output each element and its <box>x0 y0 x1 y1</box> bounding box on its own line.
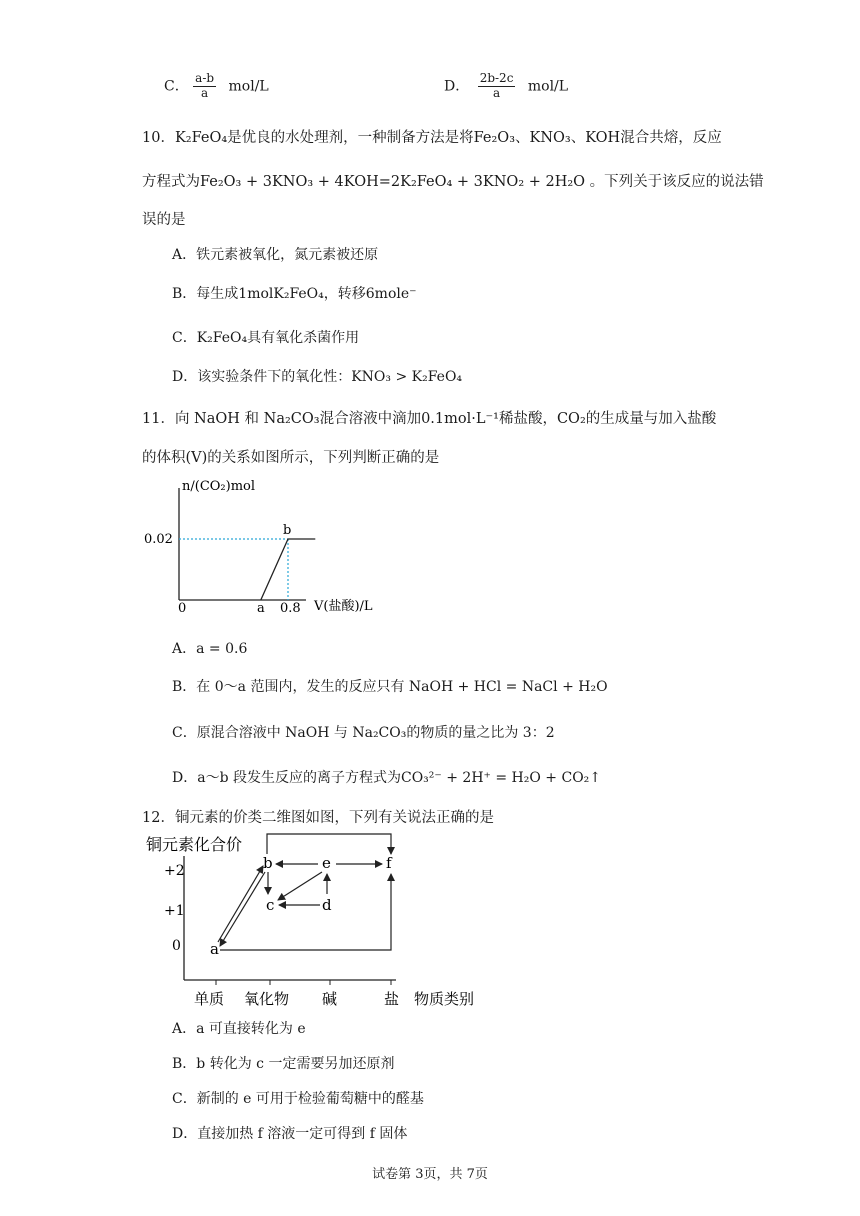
q12-node-d: d <box>322 896 332 914</box>
q12-option-a: A．a 可直接转化为 e <box>172 1021 306 1037</box>
q12-diagram <box>146 830 506 1010</box>
q12-xtick-elemental: 单质 <box>194 990 225 1008</box>
q10-option-d: D．该实验条件下的氧化性：KNO₃ > K₂FeO₄ <box>172 369 463 385</box>
q9-option-c-numerator: a-b <box>195 71 215 85</box>
q12-xtick-salt: 盐 <box>384 990 400 1008</box>
q11-line-1: 11．向 NaOH 和 Na₂CO₃混合溶液中滴加0.1mol·L⁻¹稀盐酸，CO₂的生成量与加入盐酸 <box>142 411 717 427</box>
q12-node-e: e <box>322 854 331 872</box>
q12-arrow-a-to-b <box>218 866 263 942</box>
q12-arrow-b-to-a <box>220 872 265 946</box>
q11-option-c: C．原混合溶液中 NaOH 与 Na₂CO₃的物质的量之比为 3：2 <box>172 725 555 741</box>
q12-arrow-e-to-c <box>278 872 322 900</box>
q12-option-b: B．b 转化为 c 一定需要另加还原剂 <box>172 1056 395 1072</box>
q12-y-label: 铜元素化合价 <box>146 835 243 854</box>
q9-option-c-unit: mol/L <box>228 78 269 95</box>
q9-option-d-letter: D． <box>444 78 470 95</box>
q9-option-d-fraction <box>478 72 516 101</box>
q10-line-1: 10．K₂FeO₄是优良的水处理剂，一种制备方法是将Fe₂O₃、KNO₃、KOH混合共熔，反应 <box>142 130 722 146</box>
q10-option-c: C．K₂FeO₄具有氧化杀菌作用 <box>172 330 360 346</box>
q12-ytick-plus1: +1 <box>164 903 185 919</box>
q9-option-c-fraction <box>193 72 216 101</box>
q10-line-2: 方程式为Fe₂O₃ + 3KNO₃ + 4KOH=2K₂FeO₄ + 3KNO₂ + 2H₂O 。下列关于该反应的说法错 <box>142 174 764 190</box>
q11-xtick-08: 0.8 <box>280 601 301 616</box>
q11-ytick-002: 0.02 <box>144 532 173 547</box>
q12-x-label: 物质类别 <box>414 990 475 1008</box>
q10-line-3: 误的是 <box>142 212 186 228</box>
q11-y-label: n/(CO₂)mol <box>182 479 256 494</box>
q11-xtick-a: a <box>257 601 265 616</box>
q9-option-d <box>444 72 568 101</box>
q11-line-2: 的体积(V)的关系如图所示，下列判断正确的是 <box>142 450 440 466</box>
q9-option-c <box>164 72 269 101</box>
q12-arrow-a-to-f-bottom <box>220 874 391 950</box>
q11-point-b-label: b <box>283 523 292 538</box>
q9-option-c-letter: C． <box>164 78 189 95</box>
q9-option-d-denominator: a <box>492 85 501 100</box>
q12-node-b: b <box>263 854 273 872</box>
q12-node-f: f <box>386 854 392 872</box>
q12-line-1: 12．铜元素的价类二维图如图，下列有关说法正确的是 <box>142 810 494 826</box>
q12-ytick-0: 0 <box>172 938 181 954</box>
q12-xtick-oxide: 氧化物 <box>244 990 290 1008</box>
q11-origin: 0 <box>178 601 187 616</box>
q10-option-b: B．每生成1molK₂FeO₄，转移6mole⁻ <box>172 286 417 302</box>
page-footer: 试卷第 3页，共 7页 <box>372 1167 488 1182</box>
q11-option-b: B．在 0～a 范围内，发生的反应只有 NaOH + HCl = NaCl + H₂O <box>172 679 608 695</box>
q12-option-d: D．直接加热 f 溶液一定可得到 f 固体 <box>172 1126 408 1142</box>
q11-x-label: V(盐酸)/L <box>314 599 373 614</box>
q11-chart <box>140 476 410 624</box>
q12-node-c: c <box>266 896 275 914</box>
q12-option-c: C．新制的 e 可用于检验葡萄糖中的醛基 <box>172 1091 424 1107</box>
q12-ytick-plus2: +2 <box>164 863 185 879</box>
q12-node-a: a <box>210 940 219 958</box>
q9-option-c-denominator: a <box>201 85 209 100</box>
q11-option-a: A．a = 0.6 <box>172 641 248 657</box>
q11-option-d: D．a～b 段发生反应的离子方程式为CO₃²⁻ + 2H⁺ = H₂O + CO₂↑ <box>172 770 602 786</box>
q12-arrow-b-to-f-top <box>267 834 391 854</box>
q9-option-d-numerator: 2b-2c <box>479 71 514 85</box>
q9-option-d-unit: mol/L <box>527 78 569 95</box>
q10-option-a: A．铁元素被氧化，氮元素被还原 <box>172 247 379 263</box>
q12-xtick-base: 碱 <box>322 990 338 1008</box>
